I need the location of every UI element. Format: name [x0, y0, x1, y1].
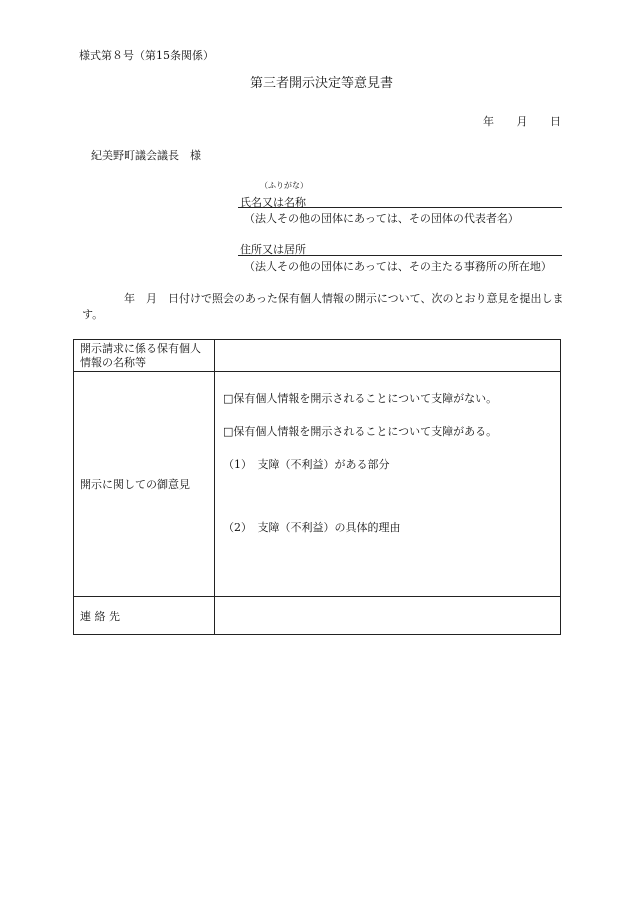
request-info-cell: [215, 340, 561, 372]
request-info-label: 開示請求に係る保有個人情報の名称等: [74, 340, 215, 372]
option-has-issue: □保有個人情報を開示されることについて支障がある。: [223, 425, 498, 438]
name-label: 氏名又は名称: [240, 196, 306, 209]
date-line: [483, 113, 561, 129]
date-month: 月: [516, 115, 528, 128]
address-note: （法人その他の団体にあっては、その主たる事務所の所在地）: [244, 260, 552, 273]
date-year: 年: [483, 115, 494, 128]
table-row: [74, 597, 561, 635]
address-label: 住所又は居所: [240, 243, 306, 256]
name-underline: [238, 207, 562, 208]
addressee: 紀美野町議会議長 様: [91, 149, 201, 162]
item-issue-reason: （2） 支障（不利益）の具体的理由: [223, 521, 401, 534]
contact-cell: [215, 597, 561, 635]
opinion-label: 開示に関しての御意見: [74, 372, 215, 597]
document-title: 第三者開示決定等意見書: [250, 76, 394, 91]
furigana-label: （ふりがな）: [260, 181, 308, 190]
item-issue-part: （1） 支障（不利益）がある部分: [223, 458, 390, 471]
opinion-cell: [215, 372, 561, 597]
address-underline: [238, 255, 562, 256]
contact-label: 連 絡 先: [74, 597, 215, 635]
opinion-table: [73, 339, 561, 635]
body-text: 年 月 日付けで照会のあった保有個人情報の開示について、次のとおり意見を提出します。: [82, 292, 564, 321]
form-number: 様式第８号（第15条関係）: [79, 49, 214, 62]
table-row: [74, 340, 561, 372]
option-no-issue: □保有個人情報を開示されることについて支障がない。: [223, 392, 498, 405]
table-row: [74, 372, 561, 597]
date-day: 日: [550, 115, 561, 128]
name-note: （法人その他の団体にあっては、その団体の代表者名）: [244, 212, 519, 225]
